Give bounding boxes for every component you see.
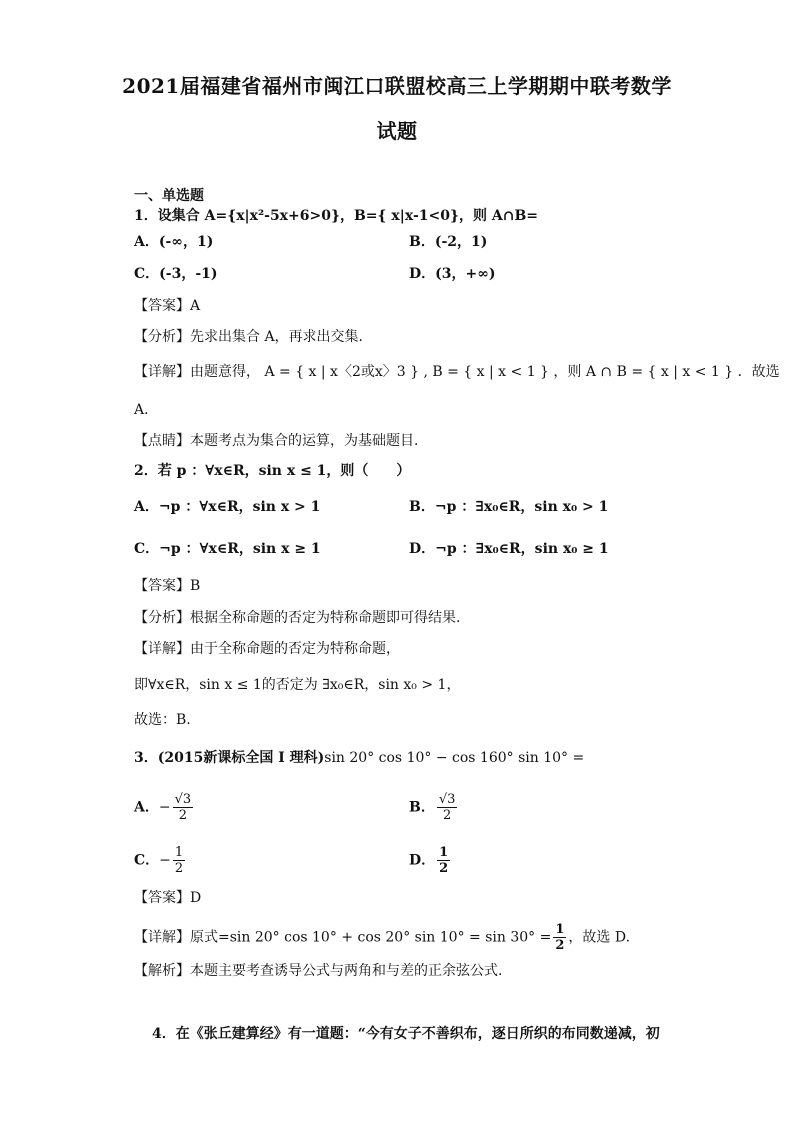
- analysis-tag: 【分析】: [134, 329, 190, 345]
- q2-option-c: C．¬p ：∀x∈R，sin x ≥ 1: [134, 541, 321, 557]
- q4-stem: 4．在《张丘建算经》有一道题：“今有女子不善织布，逐日所织的布同数递减，初: [152, 1026, 660, 1042]
- answer-tag: 【答案】: [134, 298, 190, 314]
- q3-option-b: [409, 792, 459, 823]
- fraction-numerator: 1: [174, 845, 184, 860]
- q2-analysis: [134, 608, 460, 628]
- option-label: C．: [134, 852, 160, 869]
- answer-value: A: [190, 298, 201, 314]
- detail-tag: 【详解】: [134, 641, 190, 657]
- option-label: B．: [409, 799, 435, 816]
- fraction-denominator: 2: [439, 861, 449, 876]
- answer-value: D: [190, 890, 202, 906]
- fraction-numerator: √3: [438, 792, 456, 807]
- q3-detail: [134, 922, 630, 953]
- q2-detail-line2: 即∀x∈R，sin x ≤ 1的否定为 ∃x₀∈R，sin x₀ > 1，: [134, 677, 461, 693]
- answer-value: B: [190, 578, 201, 594]
- section-heading: 一、单选题: [134, 188, 204, 204]
- fraction-denominator: 2: [174, 861, 184, 876]
- analysis-text: 先求出集合 A，再求出交集．: [190, 329, 373, 345]
- q3-stem: [134, 748, 584, 768]
- comment-tag: 【解析】: [134, 963, 190, 979]
- document-title-line2: 试题: [376, 119, 418, 143]
- detail-text: 原式=sin 20° cos 10° + cos 20° sin 10° = sin 30° =: [190, 929, 552, 946]
- q3-option-c: [134, 845, 187, 876]
- q2-option-b: B．¬p ：∃x₀∈R，sin x₀ > 1: [409, 499, 609, 515]
- detail-tag: 【详解】: [134, 364, 190, 380]
- q1-option-d: D．(3，+∞): [409, 266, 496, 282]
- detail-text-end: ，故选 D.: [568, 929, 631, 946]
- detail-text: 由题意得， A = { x | x〈2或x〉3 } , B = { x | x < 1 } ，则 A ∩ B = { x | x < 1 } ．故选: [190, 364, 780, 380]
- detail-text: 由于全称命题的否定为特称命题，: [190, 641, 400, 657]
- q3-stem-prefix: 3．(2015新课标全国 I 理科): [134, 750, 325, 766]
- detail-tag: 【详解】: [134, 929, 190, 946]
- q2-option-d: D．¬p ：∃x₀∈R，sin x₀ ≥ 1: [409, 541, 609, 557]
- minus-sign: −: [158, 799, 171, 816]
- q3-option-d: [409, 845, 452, 876]
- q1-comment: [134, 431, 428, 451]
- q1-option-b: B．(-2，1): [409, 234, 488, 250]
- fraction-denominator: 2: [442, 808, 452, 823]
- comment-text: 本题考点为集合的运算，为基础题目．: [190, 433, 428, 449]
- analysis-text: 根据全称命题的否定为特称命题即可得结果.: [190, 610, 461, 626]
- q1-option-c: C．(-3，-1): [134, 266, 218, 282]
- q1-option-a: A．(-∞，1): [134, 234, 214, 250]
- q1-stem: 1．设集合 A={x|x²-5x+6>0}，B={ x|x-1<0}，则 A∩B=: [134, 208, 539, 224]
- fraction: [173, 845, 185, 876]
- comment-tag: 【点睛】: [134, 433, 190, 449]
- q3-option-a: [134, 792, 195, 823]
- minus-sign: −: [159, 852, 171, 869]
- fraction: [437, 792, 458, 823]
- q1-analysis: [134, 327, 373, 347]
- option-label: A．: [134, 799, 159, 816]
- q2-answer: [134, 576, 200, 596]
- q3-comment: [134, 961, 502, 981]
- answer-tag: 【答案】: [134, 890, 190, 906]
- fraction-numerator: √3: [174, 792, 192, 807]
- q3-stem-expression: sin 20° cos 10° − cos 160° sin 10° =: [324, 750, 585, 766]
- fraction-denominator: 2: [178, 808, 188, 823]
- document-title-line1: 2021届福建省福州市闽江口联盟校高三上学期期中联考数学: [122, 74, 672, 98]
- fraction-denominator: 2: [555, 938, 565, 953]
- fraction: [553, 922, 566, 953]
- comment-text: 本题主要考查诱导公式与两角和与差的正余弦公式.: [190, 963, 503, 979]
- fraction: [173, 792, 194, 823]
- fraction-numerator: 1: [439, 845, 449, 860]
- fraction-numerator: 1: [555, 922, 565, 937]
- option-label: D．: [409, 852, 436, 869]
- q2-option-a: A．¬p ：∀x∈R，sin x > 1: [134, 499, 321, 515]
- q1-answer: [134, 296, 200, 316]
- q1-detail-cont: A．: [134, 402, 159, 418]
- q1-detail: [134, 362, 780, 382]
- q2-detail: [134, 639, 400, 659]
- analysis-tag: 【分析】: [134, 610, 190, 626]
- fraction: [437, 845, 450, 876]
- q2-stem: 2．若 p ：∀x∈R，sin x ≤ 1，则（ ）: [134, 463, 411, 479]
- q3-answer: [134, 888, 201, 908]
- q2-detail-line3: 故选：B.: [134, 712, 191, 728]
- answer-tag: 【答案】: [134, 578, 190, 594]
